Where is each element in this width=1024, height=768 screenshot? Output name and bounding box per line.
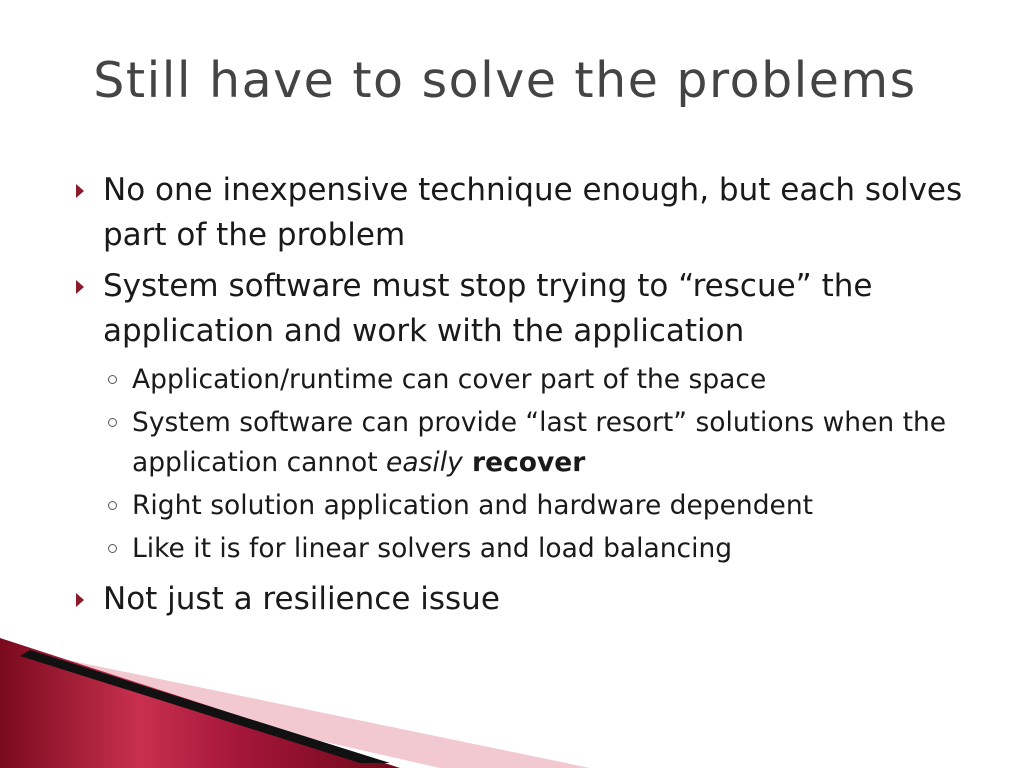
corner-decoration	[0, 638, 1024, 768]
circle-bullet-icon	[108, 501, 117, 510]
triangle-bullet-icon	[76, 593, 84, 607]
strong-text: recover	[462, 447, 586, 478]
bullet-item	[72, 577, 972, 622]
decoration-light-band	[0, 646, 590, 768]
triangle-bullet-icon	[76, 184, 84, 198]
circle-bullet-icon	[108, 418, 117, 427]
bullet-text: No one inexpensive technique enough, but each solves part of the problem	[103, 172, 963, 253]
sub-bullet-item	[72, 360, 972, 400]
bullet-text: Not just a resilience issue	[103, 581, 500, 617]
sub-bullet-item	[72, 486, 972, 526]
sub-bullet-text-part: System software can provide “last resort” solutions when the application cannot	[132, 407, 947, 478]
circle-bullet-icon	[108, 375, 117, 384]
emphasis-text: easily	[386, 447, 463, 478]
bullet-list	[72, 168, 972, 628]
circle-bullet-icon	[108, 544, 117, 553]
sub-bullet-text: Right solution application and hardware dependent	[132, 490, 814, 521]
decoration-black-stripe	[20, 650, 390, 763]
sub-bullet-text: Like it is for linear solvers and load balancing	[132, 533, 733, 564]
bullet-text: System software must stop trying to “rescue” the application and work with the application	[103, 268, 873, 349]
bullet-item	[72, 264, 972, 354]
sub-bullet-text: Application/runtime can cover part of the space	[132, 364, 767, 395]
sub-bullet-text	[132, 407, 946, 478]
decoration-red-wedge	[0, 638, 400, 768]
sub-bullet-item	[72, 529, 972, 569]
bullet-item	[72, 168, 972, 258]
sub-bullet-list	[72, 360, 972, 569]
slide-title: Still have to solve the problems	[93, 52, 917, 109]
sub-bullet-item	[72, 403, 972, 483]
triangle-bullet-icon	[76, 280, 84, 294]
